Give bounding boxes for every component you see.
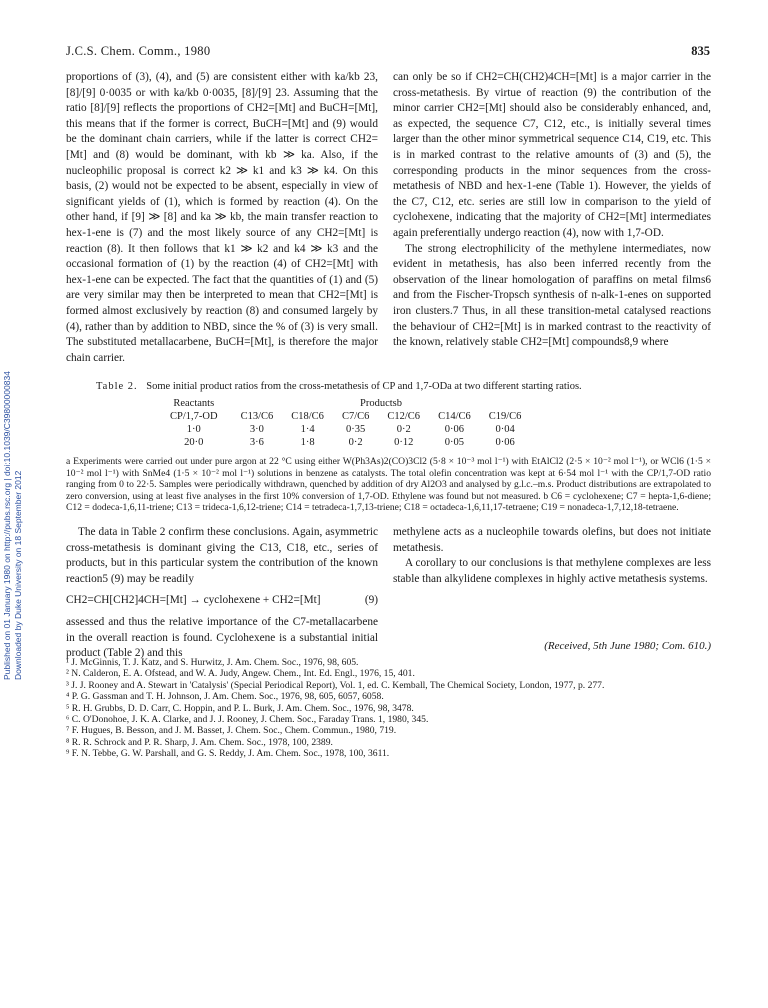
table-cell: 3·6 xyxy=(249,437,264,448)
reference-item: ⁴ P. G. Gassman and T. H. Johnson, J. Am. Chem. Soc., 1976, 98, 605, 6057, 6058. xyxy=(66,691,384,703)
table-cell: 0·2 xyxy=(348,437,363,448)
paragraph: The data in Table 2 confirm these conclusions. Again, asymmetric cross-metathesis is dominant giving the C13, C18, etc., series of products, but in this particular system the contribution of the known reaction5 (9) may be readily xyxy=(66,526,378,585)
journal-header: J.C.S. Chem. Comm., 1980 xyxy=(66,44,211,58)
equation-text: CH2=CH[CH2]4CH=[Mt] → cyclohexene + CH2=[Mt] xyxy=(66,594,321,607)
equation-9 xyxy=(66,593,378,609)
reference-item: ¹ J. McGinnis, T. J. Katz, and S. Hurwitz, J. Am. Chem. Soc., 1976, 98, 605. xyxy=(66,657,359,668)
column-header: C18/C6 xyxy=(291,411,324,422)
table-cell: 0·35 xyxy=(346,424,366,435)
column-header: C7/C6 xyxy=(341,411,370,422)
column-left-top xyxy=(66,70,378,366)
product-ratio-table xyxy=(170,397,530,449)
paragraph: A corollary to our conclusions is that methylene complexes are less stable than alkylidene complexes in highly active metathesis systems. xyxy=(393,557,711,585)
reference-item: ³ J. J. Rooney and A. Stewart in 'Catalysis' (Special Periodical Report), Vol. 1, ed. C. Kemball, The Chemical Society, London, 1977, p. 277. xyxy=(66,679,605,691)
table-cell: 20·0 xyxy=(184,437,204,448)
table-cell: 3·0 xyxy=(249,424,264,435)
table-footnotes: a Experiments were carried out under pure argon at 22 °C using either W(Ph3As)2(CO)3Cl2 (5·8 × 10⁻³ mol l⁻¹) with EtAlCl2 (2·5 × 10⁻² mol l⁻¹), or WCl6 (1·5 × 10⁻² mol l⁻¹) with SnMe4 (1·5 × 10⁻² mol l⁻¹) solutions in benzene as catalysts. The total olefin concentration was kept at 6·54 mol l⁻¹ with the CP/1,7-OD ratio ranging from 0 to 22·5. Samples were periodically withdrawn, quenched by addition of dry Al2O3 and analysed by g.l.c.–m.s. Product distributions are extrapolated to zero conversion, using at least five analyses in the first 10% conversion of 1,7-OD. Ethylene was found but not measured. b C6 = cyclohexene; C7 = hepta-1,6-diene; C12 = dodeca-1,6,11-triene; C13 = trideca-1,6,12-triene; C14 = tetradeca-1,7,13-triene; C18 = octadeca-1,6,11,17-tetraene; C19 = nonadeca-1,7,12,18-tetraene. xyxy=(66,456,711,514)
table-caption-text: Some initial product ratios from the cross-metathesis of CP and 1,7-ODa at two different starting ratios. xyxy=(146,381,582,392)
paragraph: proportions of (3), (4), and (5) are consistent either with ka/kb 23, [8]/[9] 0·0035 or with ka/kb 0·0035, [8]/[9] 23. Assuming that the ratio [8]/[9] reflects the proportions of CH2=[Mt] and BuCH=[Mt], this means that if the former is correct, BuCH=[Mt] and (9) would be the dominant chain carriers, while if the latter is correct CH2=[Mt] and (8) would be dominant, with kb ≫ ka. Also, if the nucleophilic proposal is correct k2 ≫ k1 and k3 ≫ k4. On this basis, (2) would not be expected to be absent, especially in view of significant yields of (1), which is formed by reaction (4). On the other hand, if [9] ≫ [8] and ka ≫ kb, the main transfer reaction to hex-1-ene is (7) and the most likely source of any CH2=[Mt] is reaction (8). It then follows that k1 ≫ k2 and k4 ≫ k3 and the occasional formation of (1) by the reaction (4) of CH2=[Mt] with hex-1-ene can be expected. The fact that the quantities of (1) and (5) are very similar may then be interpreted to mean that CH2=[Mt] is formed almost exclusively by reaction (8) and consumed largely by (4), rather than by addition to NBD, since the % of (3) is very small. The substituted metallacarbene, BuCH=[Mt], is therefore the major chain carrier. xyxy=(66,71,378,364)
reference-item: ⁷ F. Hugues, B. Besson, and J. M. Basset, J. Chem. Soc., Chem. Commun., 1980, 719. xyxy=(66,725,397,737)
column-header: C14/C6 xyxy=(438,411,471,422)
table-caption xyxy=(96,381,736,392)
products-header: Productsb xyxy=(360,398,402,409)
reference-item: ⁶ C. O'Donohoe, J. K. A. Clarke, and J. J. Rooney, J. Chem. Soc., Faraday Trans. 1, 1980, 345. xyxy=(66,714,429,726)
table-header-row xyxy=(170,397,530,410)
table-cell: 0·05 xyxy=(444,437,465,448)
table-row xyxy=(170,423,530,436)
received-note: (Received, 5th June 1980; Com. 610.) xyxy=(544,640,711,652)
page-number: 835 xyxy=(691,44,710,58)
paragraph: The strong electrophilicity of the methylene intermediates, now evident in metathesis, has also been inferred recently from the observation of the linear homologation of paraffins on metal films6 and from the Fischer-Tropsch synthesis of n-alk-1-enes on supported iron clusters.7 Thus, in all these transition-metal catalysed reactions the behaviour of CH2=[Mt] is in marked contrast to the reactivity of the known, relatively stable CH2=[Mt] compounds8,9 where xyxy=(393,242,711,349)
table-cell: 0·2 xyxy=(396,424,411,435)
column-header: C13/C6 xyxy=(240,411,274,422)
table-row xyxy=(170,436,530,449)
reactants-subheader: CP/1,7-OD xyxy=(170,411,218,422)
download-watermark xyxy=(2,300,26,680)
paragraph: can only be so if CH2=CH(CH2)4CH=[Mt] is a major carrier in the cross-metathesis. By virtue of reaction (9) the contribution of the minor carrier CH2=[Mt] should also be considerably enhanced, and, as expected, the sequence C7, C12, etc., is initially several times larger than the other minor symmetrical sequence C14, C19, etc. This is in marked contrast to the relative amounts of (3) and (5), the corresponding products in the minor sequences from the cross-metathesis of NBD and hex-1-ene (Table 1). However, the yields of the C7, C12, etc. series are still low in comparison to the yield of cyclohexene, indicating that the majority of CH2=[Mt] intermediates again preferentially undergo reaction (4), now with 1,7-OD. xyxy=(393,71,711,239)
reference-item: ⁹ F. N. Tebbe, G. W. Parshall, and G. S. Reddy, J. Am. Chem. Soc., 1978, 100, 3611. xyxy=(66,748,390,760)
table-cell: 0·04 xyxy=(495,424,515,435)
reactants-header: Reactants xyxy=(173,398,215,409)
table-subheader-row xyxy=(170,410,530,423)
column-header: C19/C6 xyxy=(488,411,522,422)
equation-number: (9) xyxy=(364,594,378,607)
column-right-bottom xyxy=(393,525,711,587)
column-header: C12/C6 xyxy=(387,411,421,422)
table-cell: 1·4 xyxy=(300,424,315,435)
paragraph: assessed and thus the relative importance of the C7-metallacarbene in the overall reaction is found. Cyclohexene is a substantial initial product (Table 2) and this xyxy=(66,615,378,660)
column-right-top xyxy=(393,70,711,351)
table-cell: 0·06 xyxy=(444,424,465,435)
reference-item: ⁸ R. R. Schrock and P. R. Sharp, J. Am. Chem. Soc., 1978, 100, 2389. xyxy=(66,736,333,748)
downloaded-note: Downloaded by Duke University on 18 September 2012 xyxy=(13,470,23,680)
reference-list xyxy=(66,657,711,760)
table-cell: 0·06 xyxy=(495,437,515,448)
table-cell: 0·12 xyxy=(394,437,414,448)
published-note: Published on 01 January 1980 on http://pubs.rsc.org | doi:10.1039/C39800000834 xyxy=(2,371,12,680)
column-left-bottom xyxy=(66,525,378,662)
reference-item: ⁵ R. H. Grubbs, D. D. Carr, C. Hoppin, and P. L. Burk, J. Am. Chem. Soc., 1976, 98, 3478. xyxy=(66,702,414,714)
reference-item: ² N. Calderon, E. A. Ofstead, and W. A. Judy, Angew. Chem., Int. Ed. Engl., 1976, 15, 401. xyxy=(66,668,415,680)
table-cell: 1·0 xyxy=(186,424,201,435)
table-cell: 1·8 xyxy=(300,437,315,448)
paragraph: methylene acts as a nucleophile towards olefins, but does not initiate metathesis. xyxy=(393,526,711,554)
table-label: Table 2. xyxy=(96,381,138,392)
